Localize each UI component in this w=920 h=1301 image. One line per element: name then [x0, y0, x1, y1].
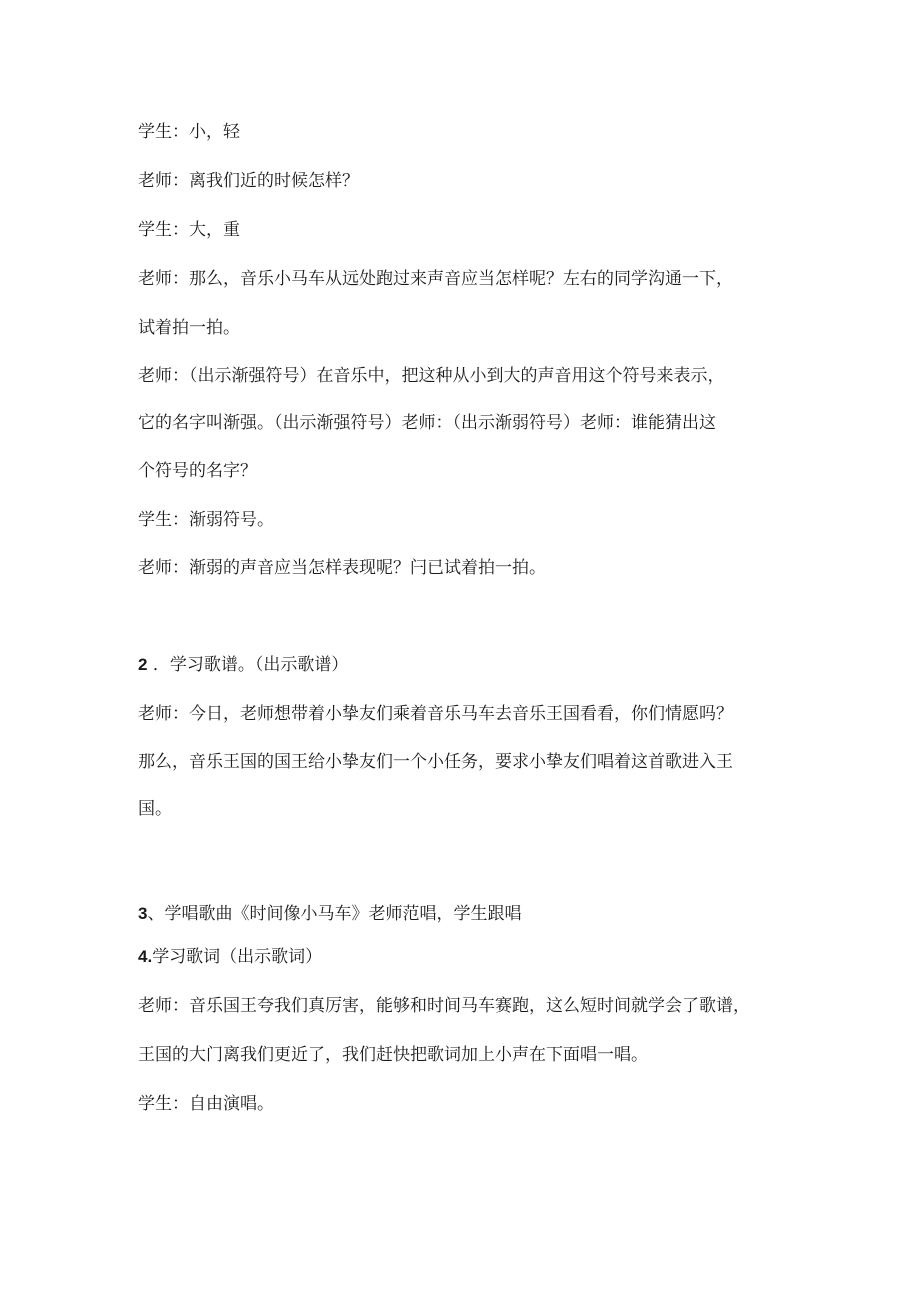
dialogue-line: 老师：离我们近的时候怎样？	[138, 171, 359, 191]
dialogue-line: 学生：大，重	[138, 220, 240, 240]
section-heading-2	[138, 653, 788, 677]
dialogue-line: 国。	[138, 799, 172, 819]
dialogue-line: 老师：渐弱的声音应当怎样表现呢？闩已试着拍一拍。	[138, 558, 546, 578]
dialogue-line: 老师：今日，老师想带着小挚友们乘着音乐马车去音乐王国看看，你们情愿吗？	[138, 704, 733, 724]
dialogue-line: 老师：音乐国王夸我们真厉害，能够和时间马车赛跑，这么短时间就学会了歌谱，	[138, 996, 750, 1016]
section-heading-text: 、学唱歌曲《时间像小马车》老师范唱，学生跟唱	[147, 904, 522, 924]
dialogue-line: 学生：自由演唱。	[138, 1094, 274, 1114]
section-heading-text: ．学习歌谱。（出示歌谱）	[147, 655, 349, 675]
section-heading-3	[138, 902, 788, 926]
section-heading-4	[138, 945, 788, 969]
dialogue-line: 个符号的名字？	[138, 461, 257, 481]
section-heading-text: 学习歌词（出示歌词）	[152, 947, 323, 967]
dialogue-line: 老师：那么，音乐小马车从远处跑过来声音应当怎样呢？左右的同学沟通一下，	[138, 269, 733, 289]
section-number: 4.	[138, 947, 153, 966]
section-number: 3	[138, 904, 148, 923]
dialogue-line: 它的名字叫渐强。（出示渐强符号）老师：（出示渐弱符号）老师：谁能猜出这	[138, 413, 716, 433]
dialogue-line: 王国的大门离我们更近了，我们赶快把歌词加上小声在下面唱一唱。	[138, 1045, 648, 1065]
section-number: 2	[138, 655, 148, 674]
dialogue-line: 试着拍一拍。	[138, 318, 240, 338]
dialogue-line: 老师：（出示渐强符号）在音乐中，把这种从小到大的声音用这个符号来表示，	[138, 366, 725, 386]
dialogue-line: 学生：渐弱符号。	[138, 510, 274, 530]
dialogue-line: 学生：小，轻	[138, 122, 240, 142]
dialogue-line: 那么，音乐王国的国王给小挚友们一个小任务，要求小挚友们唱着这首歌进入王	[138, 752, 733, 772]
